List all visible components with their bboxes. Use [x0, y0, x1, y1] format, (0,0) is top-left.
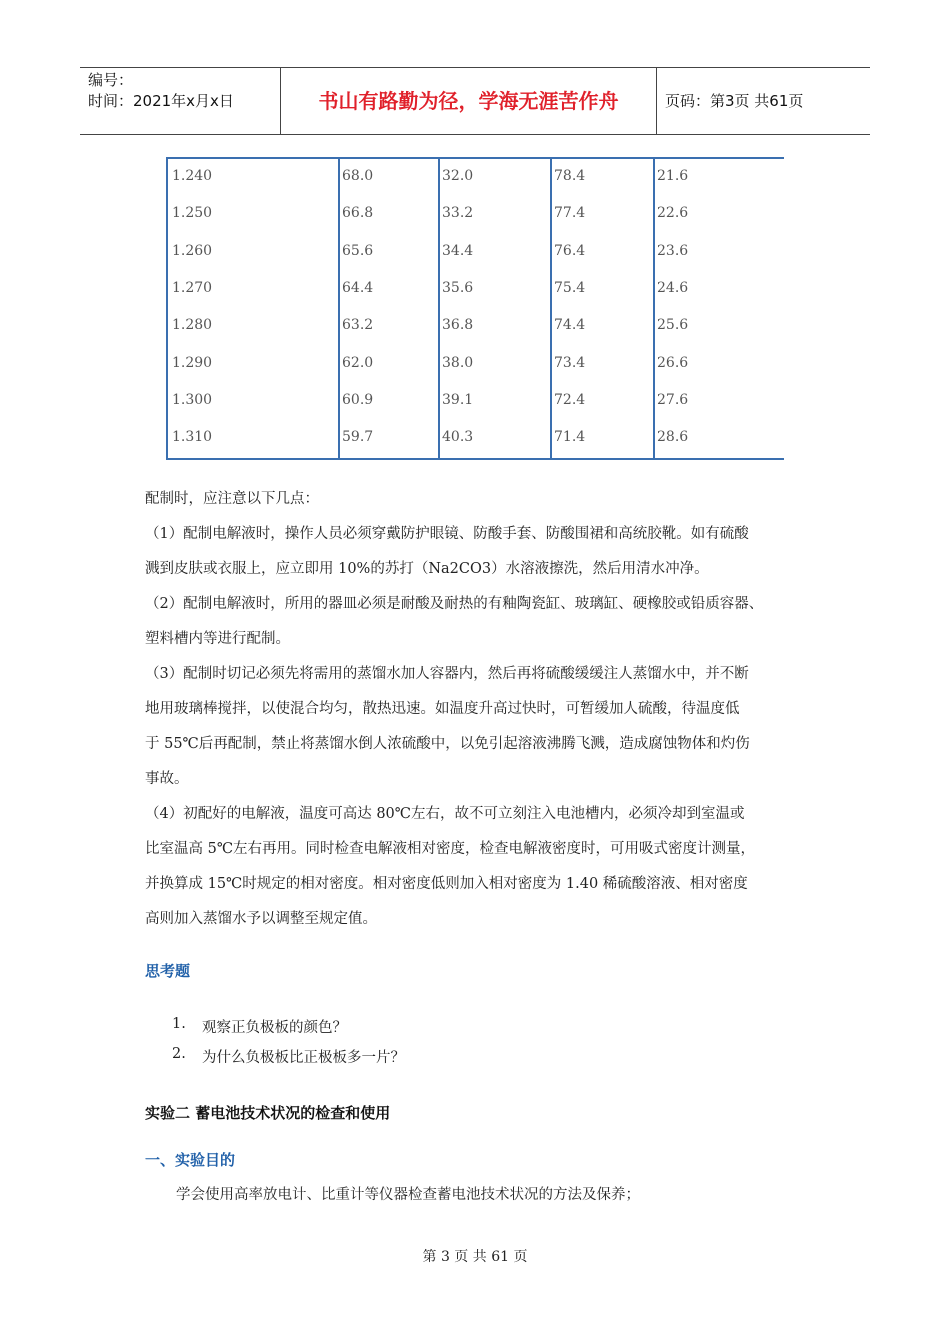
table-cell: 26.6: [657, 354, 689, 371]
paragraph-line: （4）初配好的电解液，温度可高达 80℃左右，故不可立刻注入电池槽内，必须冷却到室温或: [145, 806, 745, 822]
table-cell: 73.4: [554, 354, 586, 371]
document-time-label: 时间：2021年x月x日: [88, 92, 234, 110]
paragraph-line: 溅到皮肤或衣服上，应立即用 10%的苏打（Na2CO3）水溶液擦洗，然后用清水冲净。: [145, 561, 709, 577]
table-cell: 34.4: [442, 242, 474, 259]
section-heading: 一、实验目的: [145, 1151, 236, 1169]
header-meta: [80, 68, 281, 134]
table-column-divider: [166, 159, 168, 458]
table-cell: 38.0: [442, 354, 474, 371]
question-number: 1.: [172, 1016, 186, 1032]
table-cell: 75.4: [554, 279, 586, 296]
notes-intro: 配制时，应注意以下几点：: [145, 491, 319, 507]
paragraph-line: （1）配制电解液时，操作人员必须穿戴防护眼镜、防酸手套、防酸围裙和高统胶靴。如有硫酸: [145, 526, 749, 542]
header-page-label: 页码：第3页 共61页: [665, 92, 804, 110]
table-cell: 1.270: [172, 279, 213, 296]
table-cell: 40.3: [442, 429, 474, 446]
paragraph-line: （2）配制电解液时，所用的器皿必须是耐酸及耐热的有釉陶瓷缸、玻璃缸、硬橡胶或铅质容器、: [145, 596, 764, 612]
table-cell: 65.6: [342, 242, 374, 259]
table-cell: 1.260: [172, 242, 213, 259]
table-cell: 77.4: [554, 205, 586, 222]
paragraph-line: 并换算成 15℃时规定的相对密度。相对密度低则加入相对密度为 1.40 稀硫酸溶液、相对密度: [145, 876, 748, 892]
table-cell: 66.8: [342, 205, 374, 222]
question-number: 2.: [172, 1046, 186, 1062]
paragraph-line: 事故。: [145, 771, 189, 787]
table-cell: 28.6: [657, 429, 689, 446]
paragraph-line: 高则加入蒸馏水予以调整至规定值。: [145, 911, 377, 927]
experiment-title: 实验二 蓄电池技术状况的检查和使用: [145, 1104, 391, 1122]
table-cell: 36.8: [442, 317, 474, 334]
table-cell: 33.2: [442, 205, 474, 222]
table-cell: 63.2: [342, 317, 374, 334]
paragraph-line: 地用玻璃棒搅拌，以使混合均匀，散热迅速。如温度升高过快时，可暂缓加人硫酸，待温度低: [145, 701, 740, 717]
table-cell: 76.4: [554, 242, 586, 259]
table-cell: 68.0: [342, 168, 374, 184]
table-column-divider: [438, 159, 440, 458]
table-cell: 27.6: [657, 391, 689, 408]
table-cell: 1.250: [172, 205, 213, 222]
table-cell: 60.9: [342, 391, 374, 408]
table-cell: 78.4: [554, 168, 586, 184]
question-text: 为什么负极板比正极板多一片？: [202, 1050, 405, 1066]
table-column-divider: [550, 159, 552, 458]
table-cell: 1.290: [172, 354, 213, 371]
header-motto: 书山有路勤为径，学海无涯苦作舟: [281, 68, 657, 134]
table-column-divider: [338, 159, 340, 458]
table-column-divider: [653, 159, 655, 458]
page-footer: 第 3 页 共 61 页: [422, 1249, 528, 1265]
table-cell: 62.0: [342, 354, 374, 371]
table-cell: 21.6: [657, 168, 689, 184]
document-number-label: 编号：: [88, 71, 134, 89]
table-cell: 35.6: [442, 279, 474, 296]
questions-heading: 思考题: [145, 962, 191, 980]
table-cell: 1.240: [172, 168, 213, 184]
paragraph-line: 塑料槽内等进行配制。: [145, 631, 290, 647]
table-cell: 23.6: [657, 242, 689, 259]
table-cell: 59.7: [342, 429, 374, 446]
table-cell: 1.310: [172, 429, 213, 446]
table-cell: 22.6: [657, 205, 689, 222]
paragraph-line: 于 55℃后再配制，禁止将蒸馏水倒人浓硫酸中，以免引起溶液沸腾飞溅，造成腐蚀物体和灼伤: [145, 736, 750, 752]
purpose-text: 学会使用高率放电计、比重计等仪器检查蓄电池技术状况的方法及保养；: [176, 1187, 640, 1203]
table-cell: 64.4: [342, 279, 374, 296]
question-text: 观察正负极板的颜色？: [202, 1020, 347, 1036]
paragraph-line: （3）配制时切记必须先将需用的蒸馏水加人容器内，然后再将硫酸缓缓注人蒸馏水中，并不断: [145, 666, 749, 682]
table-cell: 71.4: [554, 429, 586, 446]
table-cell: 39.1: [442, 391, 474, 408]
table-cell: 32.0: [442, 168, 474, 184]
table-cell: 24.6: [657, 279, 689, 296]
table-cell: 1.300: [172, 391, 213, 408]
table-cell: 72.4: [554, 391, 586, 408]
paragraph-line: 比室温高 5℃左右再用。同时检查电解液相对密度，检查电解液密度时，可用吸式密度计测量，: [145, 841, 756, 857]
table-cell: 25.6: [657, 317, 689, 334]
table-cell: 1.280: [172, 317, 213, 334]
table-cell: 74.4: [554, 317, 586, 334]
page-header: [80, 67, 870, 135]
density-table: [166, 157, 784, 460]
